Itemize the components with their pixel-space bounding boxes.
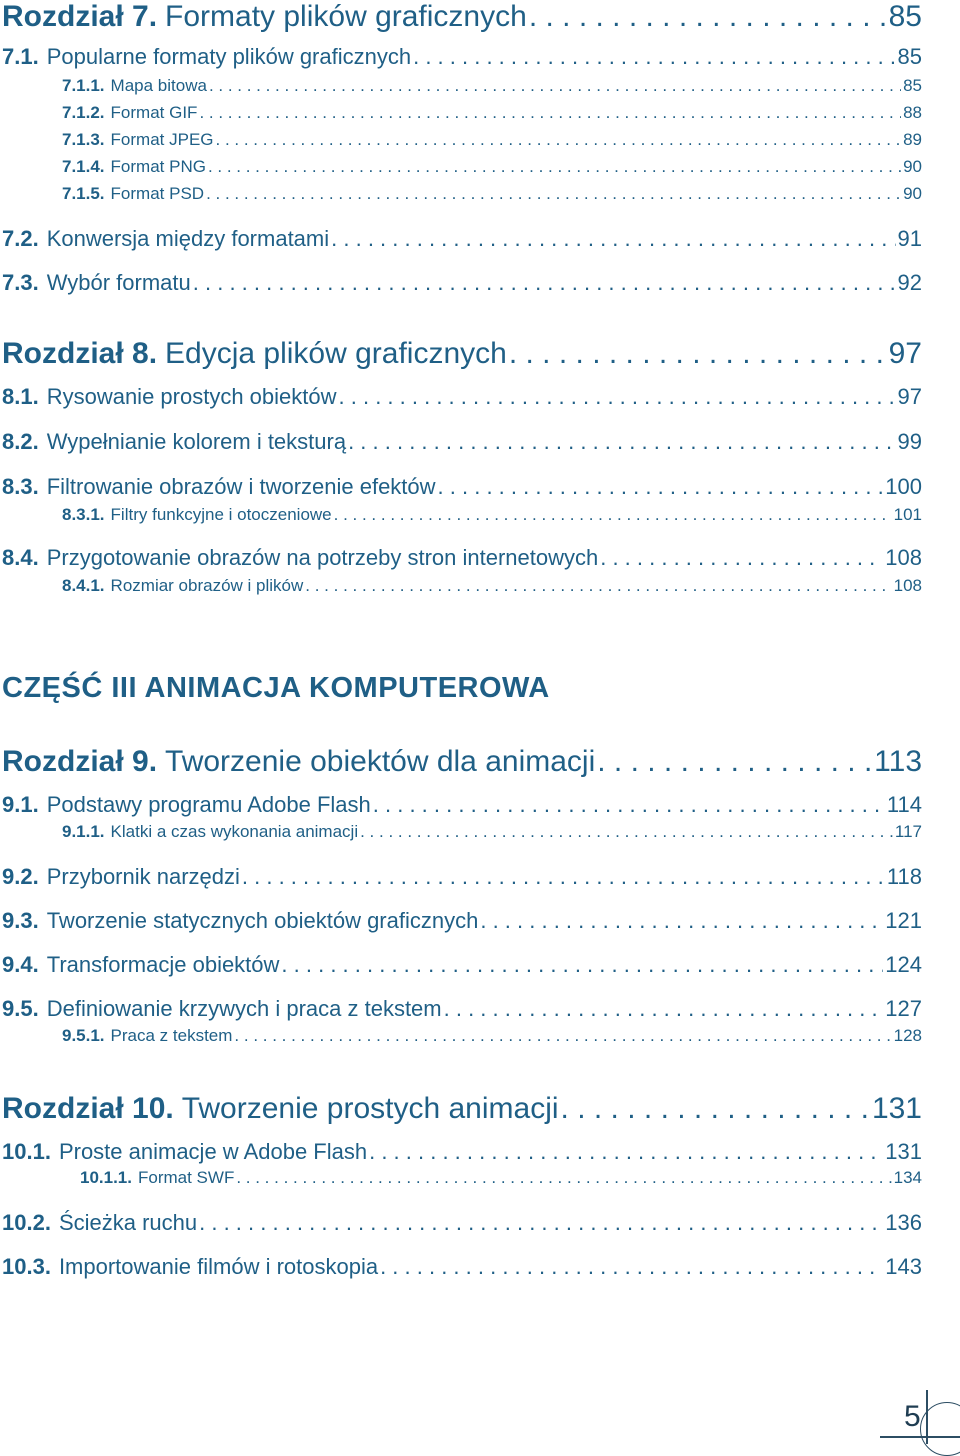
toc-entry-page: 113 (874, 745, 922, 778)
toc-entry-title: Format PNG (110, 157, 206, 176)
toc-entry-number: Rozdział 10. (2, 1092, 174, 1125)
toc-entry-sec (2, 952, 922, 978)
dot-leader (305, 576, 891, 596)
toc-entry-page: 101 (893, 505, 922, 524)
toc-entry-number: 9.5. (2, 996, 39, 1021)
toc-entry-number: 9.2. (2, 864, 39, 889)
dot-leader (529, 0, 887, 34)
toc-entry-title: Konwersja między formatami (46, 226, 330, 251)
toc-entry-chap (2, 745, 922, 779)
dot-leader (380, 1254, 883, 1280)
toc-entry-sub (62, 1026, 922, 1046)
toc-entry-page: 121 (885, 908, 922, 933)
toc-entry-title: Tworzenie prostych animacji (181, 1092, 559, 1125)
toc-entry-sec (2, 545, 922, 571)
toc-entry-number: 10.2. (2, 1210, 51, 1235)
toc-entry-sec (2, 429, 922, 455)
dot-leader (199, 1210, 883, 1236)
toc-entry-page: 100 (885, 474, 922, 499)
toc-entry-number: 10.1. (2, 1139, 51, 1164)
dot-leader (331, 226, 895, 252)
toc-entry-number: 8.3.1. (62, 505, 105, 524)
toc-entry-page: 117 (894, 822, 922, 841)
toc-entry-page: 114 (886, 792, 922, 817)
toc-entry-page: 108 (885, 545, 922, 570)
toc-entry-number: Rozdział 7. (2, 0, 158, 33)
dot-leader (369, 1139, 883, 1165)
toc-entry-page: 136 (885, 1210, 922, 1235)
dot-leader (339, 384, 896, 410)
toc-entry-title: Format JPEG (110, 130, 214, 149)
toc-entry-title: Podstawy programu Adobe Flash (46, 792, 371, 817)
toc-entry-title: Ścieżka ruchu (58, 1210, 198, 1235)
toc-entry-page: 118 (886, 864, 922, 889)
toc-entry-title: Transformacje obiektów (46, 952, 280, 977)
page-number: 5 (904, 1400, 921, 1433)
toc-entry-number: 7.3. (2, 270, 39, 295)
toc-entry-sub (62, 184, 922, 204)
toc-entry-title: Rysowanie prostych obiektów (46, 384, 337, 409)
dot-leader (509, 337, 887, 371)
toc-entry-title: Wybór formatu (46, 270, 191, 295)
dot-leader (193, 270, 896, 296)
dot-leader (334, 505, 892, 525)
toc-entry-number: 9.3. (2, 908, 39, 933)
toc-entry-sec (2, 864, 922, 890)
toc-entry-page: 92 (897, 270, 922, 295)
toc-entry-title: Tworzenie statycznych obiektów graficznych (46, 908, 479, 933)
toc-entry-title: Filtry funkcyjne i otoczeniowe (110, 505, 332, 524)
toc-entry-page: 97 (888, 337, 922, 370)
dot-leader (597, 745, 872, 779)
dot-leader (216, 130, 902, 150)
toc-entry-number: 8.4.1. (62, 576, 105, 595)
toc-entry-number: Rozdział 9. (2, 745, 158, 778)
toc-entry-number: 7.1. (2, 44, 39, 69)
dot-leader (561, 1092, 870, 1126)
toc-entry-sec (2, 270, 922, 296)
toc-entry-sub (62, 822, 922, 842)
toc-entry-number: 8.4. (2, 545, 39, 570)
toc-entry-page: 97 (897, 384, 922, 409)
toc-entry-chap (2, 0, 922, 34)
toc-entry-sec (2, 474, 922, 500)
dot-leader (199, 103, 901, 123)
toc-entry-number: 7.1.5. (62, 184, 105, 203)
toc-entry-sec (2, 908, 922, 934)
part-heading: CZĘŚĆ III ANIMACJA KOMPUTEROWA (2, 672, 550, 704)
toc-entry-title: Rozmiar obrazów i plików (110, 576, 304, 595)
toc-entry-title: Przybornik narzędzi (46, 864, 240, 889)
toc-entry-page: 89 (903, 130, 922, 149)
toc-entry-title: Proste animacje w Adobe Flash (58, 1139, 368, 1164)
toc-entry-page: 124 (885, 952, 922, 977)
toc-entry-number: 7.1.3. (62, 130, 105, 149)
toc-entry-page: 127 (885, 996, 922, 1021)
dot-leader (413, 44, 895, 70)
toc-entry-title: Format PSD (110, 184, 205, 203)
dot-leader (209, 76, 901, 96)
toc-entry-number: Rozdział 8. (2, 337, 158, 370)
toc-entry-title: Wypełnianie kolorem i teksturą (46, 429, 347, 454)
dot-leader (360, 822, 893, 842)
toc-entry-chap (2, 337, 922, 371)
toc-entry-sec (2, 384, 922, 410)
toc-entry-sub (62, 130, 922, 150)
toc-entry-sec (2, 996, 922, 1022)
toc-entry-page: 108 (893, 576, 922, 595)
toc-entry-page: 85 (897, 44, 922, 69)
toc-entry-title: Edycja plików graficznych (165, 337, 507, 370)
toc-entry-sec (2, 44, 922, 70)
toc-entry-page: 131 (885, 1139, 922, 1164)
toc-entry-title: Tworzenie obiektów dla animacji (165, 745, 596, 778)
toc-entry-number: 9.4. (2, 952, 39, 977)
toc-entry-title: Definiowanie krzywych i praca z tekstem (46, 996, 442, 1021)
toc-entry-sec (2, 1254, 922, 1280)
page-number-ornament (880, 1390, 960, 1444)
dot-leader (281, 952, 883, 978)
toc-entry-page: 128 (893, 1026, 922, 1045)
toc-entry-page: 85 (888, 0, 922, 33)
toc-entry-number: 8.3. (2, 474, 39, 499)
toc-entry-number: 10.1.1. (80, 1168, 132, 1187)
toc-entry-title: Formaty plików graficznych (165, 0, 527, 33)
toc-entry-title: Importowanie filmów i rotoskopia (58, 1254, 379, 1279)
toc-entry-number: 7.1.4. (62, 157, 105, 176)
toc-entry-number: 10.3. (2, 1254, 51, 1279)
toc-entry-number: 7.1.2. (62, 103, 105, 122)
toc-entry-page: 134 (893, 1168, 922, 1187)
toc-entry-page: 88 (903, 103, 922, 122)
toc-entry-page: 131 (871, 1092, 922, 1125)
toc-entry-number: 8.1. (2, 384, 39, 409)
toc-entry-page: 143 (885, 1254, 922, 1279)
dot-leader (480, 908, 883, 934)
dot-leader (206, 184, 901, 204)
dot-leader (373, 792, 885, 818)
toc-entry-title: Filtrowanie obrazów i tworzenie efektów (46, 474, 436, 499)
toc-entry-number: 8.2. (2, 429, 39, 454)
toc-entry-title: Przygotowanie obrazów na potrzeby stron internetowych (46, 545, 599, 570)
toc-entry-page: 85 (903, 76, 922, 95)
toc-entry-title: Format GIF (110, 103, 198, 122)
toc-entry-number: 9.1. (2, 792, 39, 817)
toc-entry-title: Klatki a czas wykonania animacji (110, 822, 359, 841)
dot-leader (208, 157, 901, 177)
toc-entry-sub (62, 576, 922, 596)
toc-entry-page: 90 (903, 157, 922, 176)
dot-leader (600, 545, 883, 571)
dot-leader (242, 864, 885, 890)
toc-entry-sub (62, 505, 922, 525)
toc-entry-page: 90 (903, 184, 922, 203)
dot-leader (444, 996, 884, 1022)
toc-entry-sec (2, 1210, 922, 1236)
dot-leader (236, 1168, 891, 1188)
toc-entry-sub (62, 157, 922, 177)
dot-leader (348, 429, 895, 455)
dot-leader (438, 474, 884, 500)
toc-entry-title: Format SWF (138, 1168, 235, 1187)
toc-entry-number: 9.1.1. (62, 822, 105, 841)
toc-entry-sub (62, 103, 922, 123)
toc-entry-sub (62, 76, 922, 96)
ornament-circle (920, 1402, 960, 1456)
toc-entry-number: 7.1.1. (62, 76, 105, 95)
dot-leader (234, 1026, 891, 1046)
toc-entry-sub (80, 1168, 922, 1188)
toc-entry-chap (2, 1092, 922, 1126)
toc-entry-sec (2, 792, 922, 818)
toc-entry-number: 7.2. (2, 226, 39, 251)
toc-entry-sec (2, 1139, 922, 1165)
toc-entry-title: Popularne formaty plików graficznych (46, 44, 412, 69)
toc-entry-title: Mapa bitowa (110, 76, 207, 95)
toc-entry-page: 91 (897, 226, 922, 251)
toc-entry-number: 9.5.1. (62, 1026, 105, 1045)
toc-entry-sec (2, 226, 922, 252)
toc-entry-page: 99 (897, 429, 922, 454)
toc-entry-title: Praca z tekstem (110, 1026, 233, 1045)
